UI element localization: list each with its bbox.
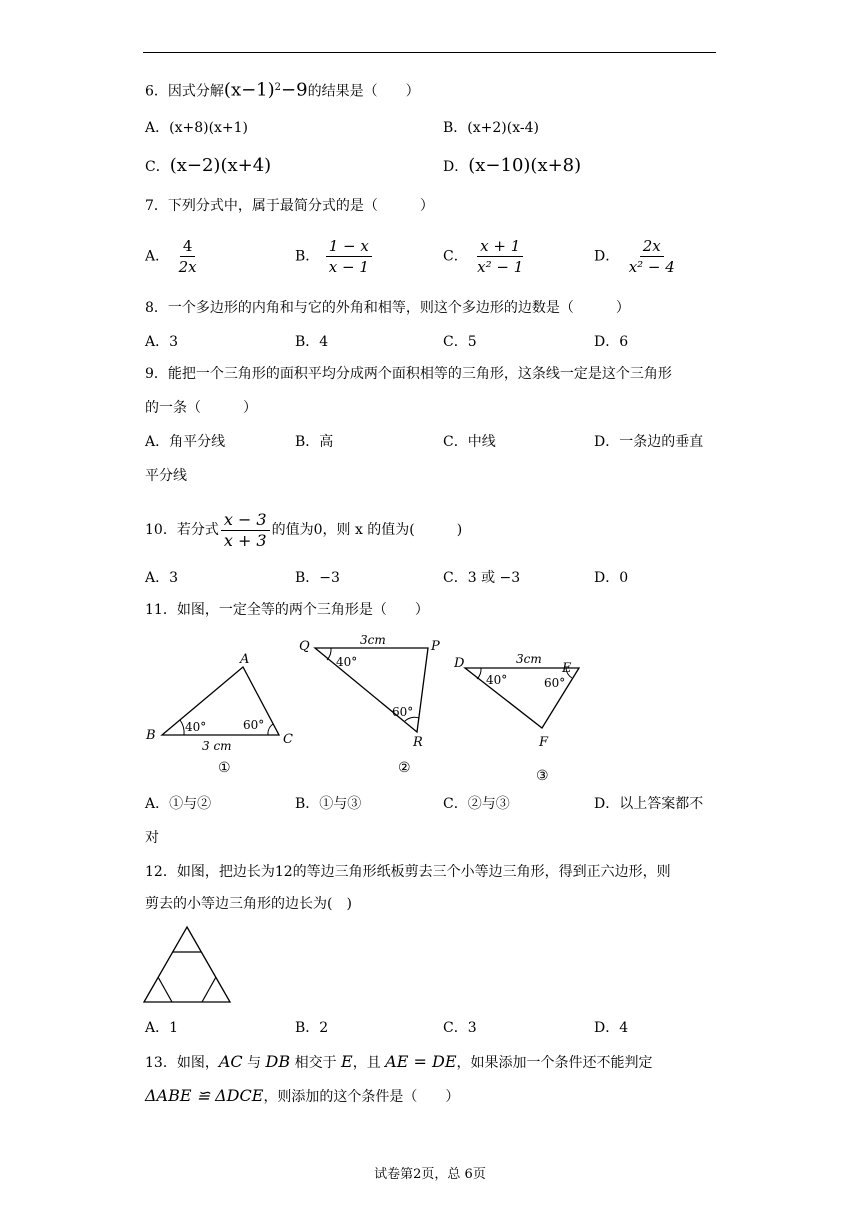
q12-option-c: C．3	[443, 1020, 477, 1036]
angle-c-label: 60°	[243, 718, 265, 732]
figure-1-label: ①	[218, 760, 231, 776]
large-triangle	[144, 927, 230, 1002]
angle-d-label: 40°	[486, 673, 508, 687]
q9-option-d-continued: 平分线	[145, 468, 187, 484]
q7-option-b-fraction	[326, 236, 372, 277]
fraction-denominator: x² − 4	[628, 258, 675, 276]
angle-e-label: 60°	[544, 676, 566, 690]
q6-stem-text-2: 的结果是（ ）	[307, 83, 420, 100]
q13-congruence: ΔABE ≌ ΔDCE	[145, 1086, 264, 1105]
q11-option-c: C．②与③	[443, 796, 510, 812]
q6-option-a: A．(x+8)(x+1)	[145, 120, 249, 136]
q9-option-d: D．一条边的垂直	[594, 434, 704, 450]
q11-option-d: D．以上答案都不	[594, 796, 704, 812]
side-qp-label: 3cm	[360, 633, 386, 647]
q13-segment-ac: AC	[218, 1052, 243, 1071]
figure-2-label: ②	[398, 760, 411, 776]
q7-option-a-label: A．	[145, 248, 170, 265]
page-footer: 试卷第2页，总 6页	[374, 1167, 486, 1182]
q7-option-c-fraction	[474, 236, 526, 277]
q12-stem-line2: 剪去的小等边三角形的边长为( )	[145, 896, 352, 912]
triangle-qpr	[315, 648, 428, 732]
q7-option-a	[145, 236, 202, 277]
q11-option-b: B．①与③	[295, 796, 362, 812]
fraction-numerator: x − 3	[221, 510, 270, 531]
q10-fraction	[221, 510, 270, 551]
vertex-f-label: F	[539, 735, 549, 750]
fraction-denominator: x² − 1	[477, 258, 524, 276]
q6-expression: (x−1)	[223, 79, 275, 101]
fraction-denominator: x + 3	[223, 530, 267, 550]
q9-stem-line1: 9．能把一个三角形的面积平均分成两个面积相等的三角形，这条线一定是这个三角形	[145, 366, 672, 382]
vertex-c-label: C	[283, 732, 293, 747]
q7-option-d-fraction	[626, 236, 678, 277]
q10-option-c: C．3 或 −3	[443, 570, 521, 586]
q12-option-a: A．1	[145, 1020, 179, 1036]
q13-stem-text: 13．如图，	[145, 1055, 219, 1071]
q10-option-d: D．0	[594, 570, 629, 586]
q13-text-1: 与	[242, 1055, 266, 1071]
q9-stem-line2: 的一条（ ）	[145, 400, 257, 416]
header-rule	[143, 52, 716, 53]
q7-option-c	[443, 236, 528, 277]
q7-option-b	[295, 236, 374, 277]
q8-option-a: A．3	[145, 334, 179, 350]
angle-b-arc	[180, 720, 184, 735]
angle-q-label: 40°	[336, 655, 358, 669]
q6-option-d-label: D．	[443, 159, 469, 175]
cut-line-left	[158, 977, 172, 1002]
figure-3-label: ③	[536, 768, 549, 784]
angle-r-label: 60°	[392, 705, 414, 719]
side-de-label: 3cm	[516, 652, 542, 666]
q6-option-d	[443, 156, 581, 177]
q12-option-d: D．4	[594, 1020, 629, 1036]
q7-option-d	[594, 236, 680, 277]
triangle-1	[145, 652, 293, 776]
q13-text-3: ，且	[352, 1055, 386, 1071]
fraction-numerator: 4	[180, 236, 196, 257]
q8-option-c: C．5	[443, 334, 477, 350]
q8-stem: 8．一个多边形的内角和与它的外角和相等，则这个多边形的边数是（ ）	[145, 300, 630, 316]
q8-option-b: B．4	[295, 334, 329, 350]
q6-option-c	[145, 156, 271, 177]
q13-stem-line1	[145, 1052, 653, 1073]
q6-exponent: 2	[274, 82, 282, 93]
q9-option-b: B．高	[295, 434, 334, 450]
vertex-a-label: A	[240, 652, 250, 667]
q13-text-5: ，则添加的这个条件是（ ）	[263, 1089, 460, 1105]
q9-option-c: C．中线	[443, 434, 496, 450]
q6-stem	[145, 78, 420, 102]
q10-stem	[145, 508, 462, 552]
q8-option-d: D．6	[594, 334, 629, 350]
q10-option-a: A．3	[145, 570, 179, 586]
vertex-e-label: E	[562, 661, 572, 676]
q6-option-d-expr: (x−10)(x+8)	[468, 155, 582, 176]
q13-text-4: ，如果添加一个条件还不能判定	[456, 1055, 653, 1071]
vertex-p-label: P	[431, 639, 440, 654]
q13-stem-line2	[145, 1086, 459, 1107]
q6-stem-text: 6．因式分解	[145, 83, 224, 100]
q7-option-a-fraction	[176, 236, 200, 277]
q13-segment-db: DB	[265, 1052, 291, 1071]
fraction-numerator: 1 − x	[326, 236, 372, 257]
vertex-r-label: R	[413, 735, 423, 750]
q11-option-d-continued: 对	[145, 830, 159, 846]
cut-line-right	[202, 977, 216, 1002]
triangle-3	[453, 652, 579, 784]
q13-point-e: E	[341, 1052, 353, 1071]
vertex-d-label: D	[454, 656, 465, 671]
fraction-denominator: 2x	[178, 258, 197, 276]
q9-option-a: A．角平分线	[145, 434, 226, 450]
q11-triangles-figure	[140, 628, 580, 788]
q7-stem: 7．下列分式中，属于最简分式的是（ ）	[145, 198, 434, 214]
q12-option-b: B．2	[295, 1020, 329, 1036]
fraction-denominator: x − 1	[328, 258, 369, 276]
q6-option-c-expr: (x−2)(x+4)	[169, 155, 272, 176]
angle-b-label: 40°	[185, 720, 207, 734]
triangle-2	[299, 633, 440, 776]
q10-stem-text: 10．若分式	[145, 522, 219, 538]
q10-option-b: B．−3	[295, 570, 340, 586]
q7-option-c-label: C．	[443, 248, 468, 265]
q13-equation: AE = DE	[385, 1052, 457, 1071]
q6-expression-tail: −9	[281, 79, 308, 101]
angle-c-arc	[268, 724, 273, 735]
q11-stem: 11．如图，一定全等的两个三角形是（ ）	[145, 602, 429, 618]
fraction-numerator: 2x	[640, 236, 664, 257]
q11-option-a: A．①与②	[145, 796, 212, 812]
q7-option-d-label: D．	[594, 248, 620, 265]
q6-option-b: B．(x+2)(x-4)	[443, 120, 539, 136]
vertex-b-label: B	[146, 728, 156, 743]
side-bc-label: 3 cm	[202, 739, 232, 753]
q7-option-b-label: B．	[295, 248, 320, 265]
fraction-numerator: x + 1	[477, 236, 523, 257]
q6-option-c-label: C．	[145, 159, 170, 175]
q10-stem-text-2: 的值为0，则 x 的值为( )	[271, 522, 463, 538]
q13-text-2: 相交于	[290, 1055, 342, 1071]
vertex-q-label: Q	[299, 639, 310, 654]
q12-hexagon-figure	[140, 922, 240, 1008]
q12-stem-line1: 12．如图，把边长为12的等边三角形纸板剪去三个小等边三角形，得到正六边形，则	[145, 864, 671, 880]
